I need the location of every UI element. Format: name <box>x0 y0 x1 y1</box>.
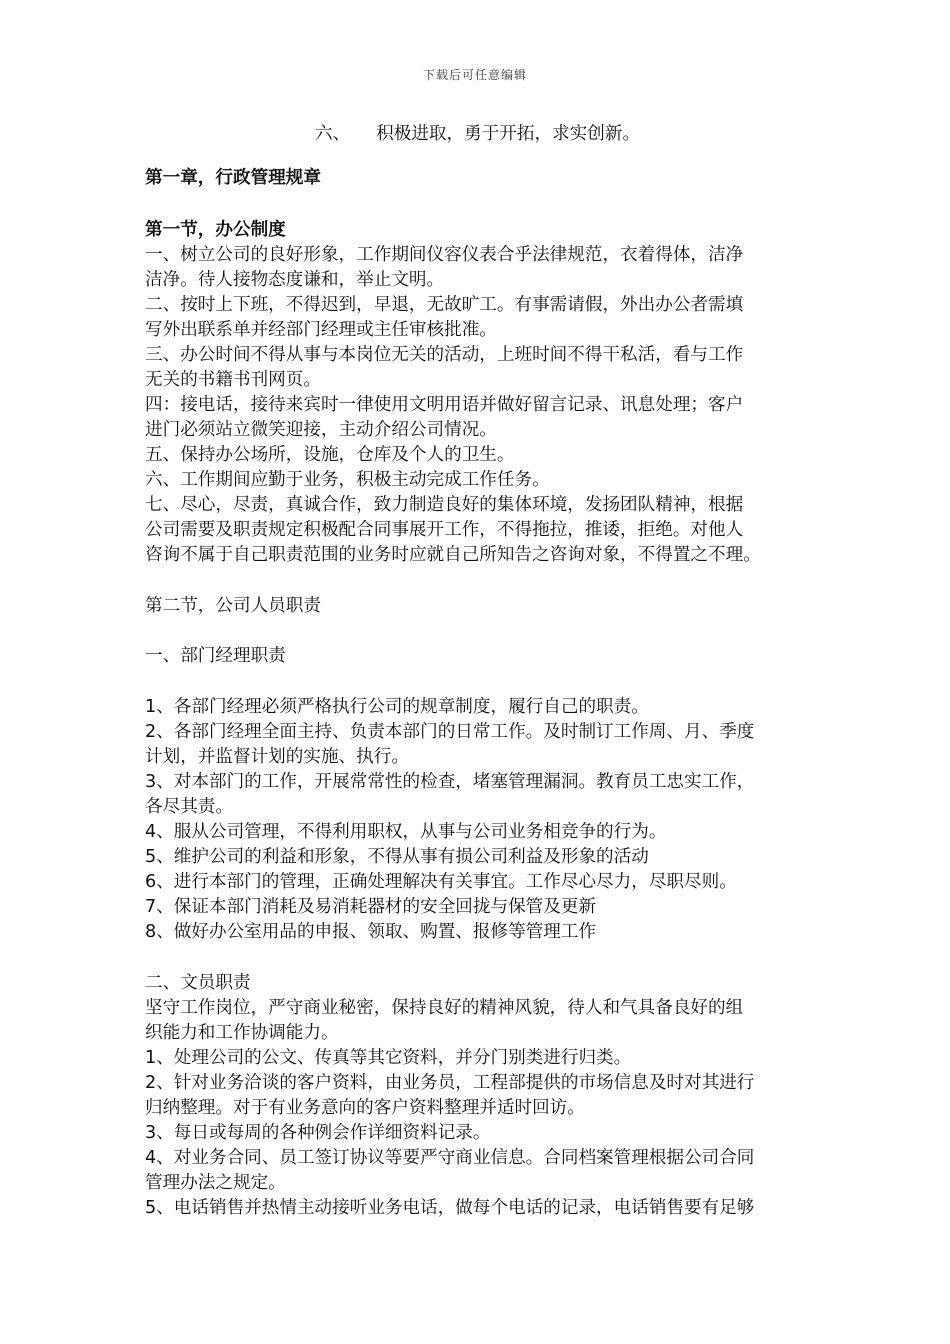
section1-title: 第一节，办公制度 <box>145 220 286 240</box>
intro-line <box>145 122 810 147</box>
clerk-duty-line: 4、对业务合同、员工签订协议等要严守商业信息。合同档案管理根据公司合同 <box>145 1148 755 1168</box>
section1-line: 四：接电话，接待来宾时一律使用文明用语并做好留言记录、讯息处理；客户 <box>145 395 744 415</box>
clerk-duty-line: 管理办法之规定。 <box>145 1173 286 1193</box>
manager-duty-line: 4、服从公司管理，不得利用职权，从事与公司业务相竞争的行为。 <box>145 822 667 842</box>
section1-line: 公司需要及职责规定积极配合同事展开工作，不得拖拉，推诿，拒绝。对他人 <box>145 520 744 540</box>
clerk-duty-line: 织能力和工作协调能力。 <box>145 1023 339 1043</box>
intro-number: 六、 <box>314 124 351 144</box>
intro-text: 积极进取，勇于开拓，求实创新。 <box>376 124 641 144</box>
section1-line: 一、树立公司的良好形象，工作期间仪容仪表合乎法律规范，衣着得体，洁净 <box>145 245 744 265</box>
manager-duty-line: 3、对本部门的工作，开展常常性的检查，堵塞管理漏洞。教育员工忠实工作， <box>145 772 755 792</box>
subsection1-title: 一、部门经理职责 <box>145 646 286 666</box>
manager-duty-line: 计划，并监督计划的实施、执行。 <box>145 747 409 767</box>
manager-duty-line: 5、维护公司的利益和形象，不得从事有损公司利益及形象的活动 <box>145 847 649 867</box>
spacer <box>145 619 810 644</box>
clerk-duty-line: 5、电话销售并热情主动接听业务电话，做每个电话的记录，电话销售要有足够 <box>145 1198 755 1218</box>
manager-duty-line: 7、保证本部门消耗及易消耗器材的安全回拢与保管及更新 <box>145 897 597 917</box>
section1-line: 咨询不属于自己职责范围的业务时应就自己所知告之咨询对象，不得置之不理。 <box>145 545 761 565</box>
section1-line: 六、工作期间应勤于业务，积极主动完成工作任务。 <box>145 470 550 490</box>
clerk-duty-line: 坚守工作岗位，严守商业秘密，保持良好的精神风貌，待人和气具备良好的组 <box>145 998 744 1018</box>
section1-line: 七、尽心，尽责，真诚合作，致力制造良好的集体环境，发扬团队精神，根据 <box>145 495 744 515</box>
section1-line: 洁净。待人接物态度谦和，举止文明。 <box>145 270 445 290</box>
clerk-duty-line: 1、处理公司的公文、传真等其它资料，并分门别类进行归类。 <box>145 1048 632 1068</box>
document-body <box>145 122 810 1221</box>
manager-duty-line: 1、各部门经理必须严格执行公司的规章制度，履行自己的职责。 <box>145 697 649 717</box>
section1-line: 五、保持办公场所，设施，仓库及个人的卫生。 <box>145 445 515 465</box>
manager-duty-line: 8、做好办公室用品的申报、领取、购置、报修等管理工作 <box>145 922 597 942</box>
clerk-duty-line: 3、每日或每周的各种例会作详细资料记录。 <box>145 1123 491 1143</box>
section1-line: 三、办公时间不得从事与本岗位无关的活动，上班时间不得干私活，看与工作 <box>145 345 744 365</box>
header-note: 下载后可任意编辑 <box>422 68 527 82</box>
section2-title: 第二节，公司人员职责 <box>145 596 321 616</box>
section1-line: 写外出联系单并经部门经理或主任审核批准。 <box>145 320 497 340</box>
spacer <box>145 669 810 695</box>
section1-line: 进门必须站立微笑迎接，主动介绍公司情况。 <box>145 420 497 440</box>
spacer <box>145 945 810 971</box>
clerk-duty-line: 2、针对业务洽谈的客户资料，由业务员，工程部提供的市场信息及时对其进行 <box>145 1073 755 1093</box>
chapter-title: 第一章，行政管理规章 <box>145 168 321 188</box>
section1-line: 无关的书籍书刊网页。 <box>145 370 321 390</box>
spacer <box>145 568 810 594</box>
manager-duty-line: 6、进行本部门的管理，正确处理解决有关事宜。工作尽心尽力，尽职尽则。 <box>145 872 737 892</box>
clerk-duty-line: 归纳整理。对于有业务意向的客户资料整理并适时回访。 <box>145 1098 585 1118</box>
subsection2-title: 二、文员职责 <box>145 973 251 993</box>
manager-duty-line: 各尽其责。 <box>145 797 233 817</box>
manager-duty-line: 2、各部门经理全面主持、负责本部门的日常工作。及时制订工作周、月、季度 <box>145 722 755 742</box>
section1-line: 二、按时上下班，不得迟到，早退，无故旷工。有事需请假，外出办公者需填 <box>145 295 744 315</box>
